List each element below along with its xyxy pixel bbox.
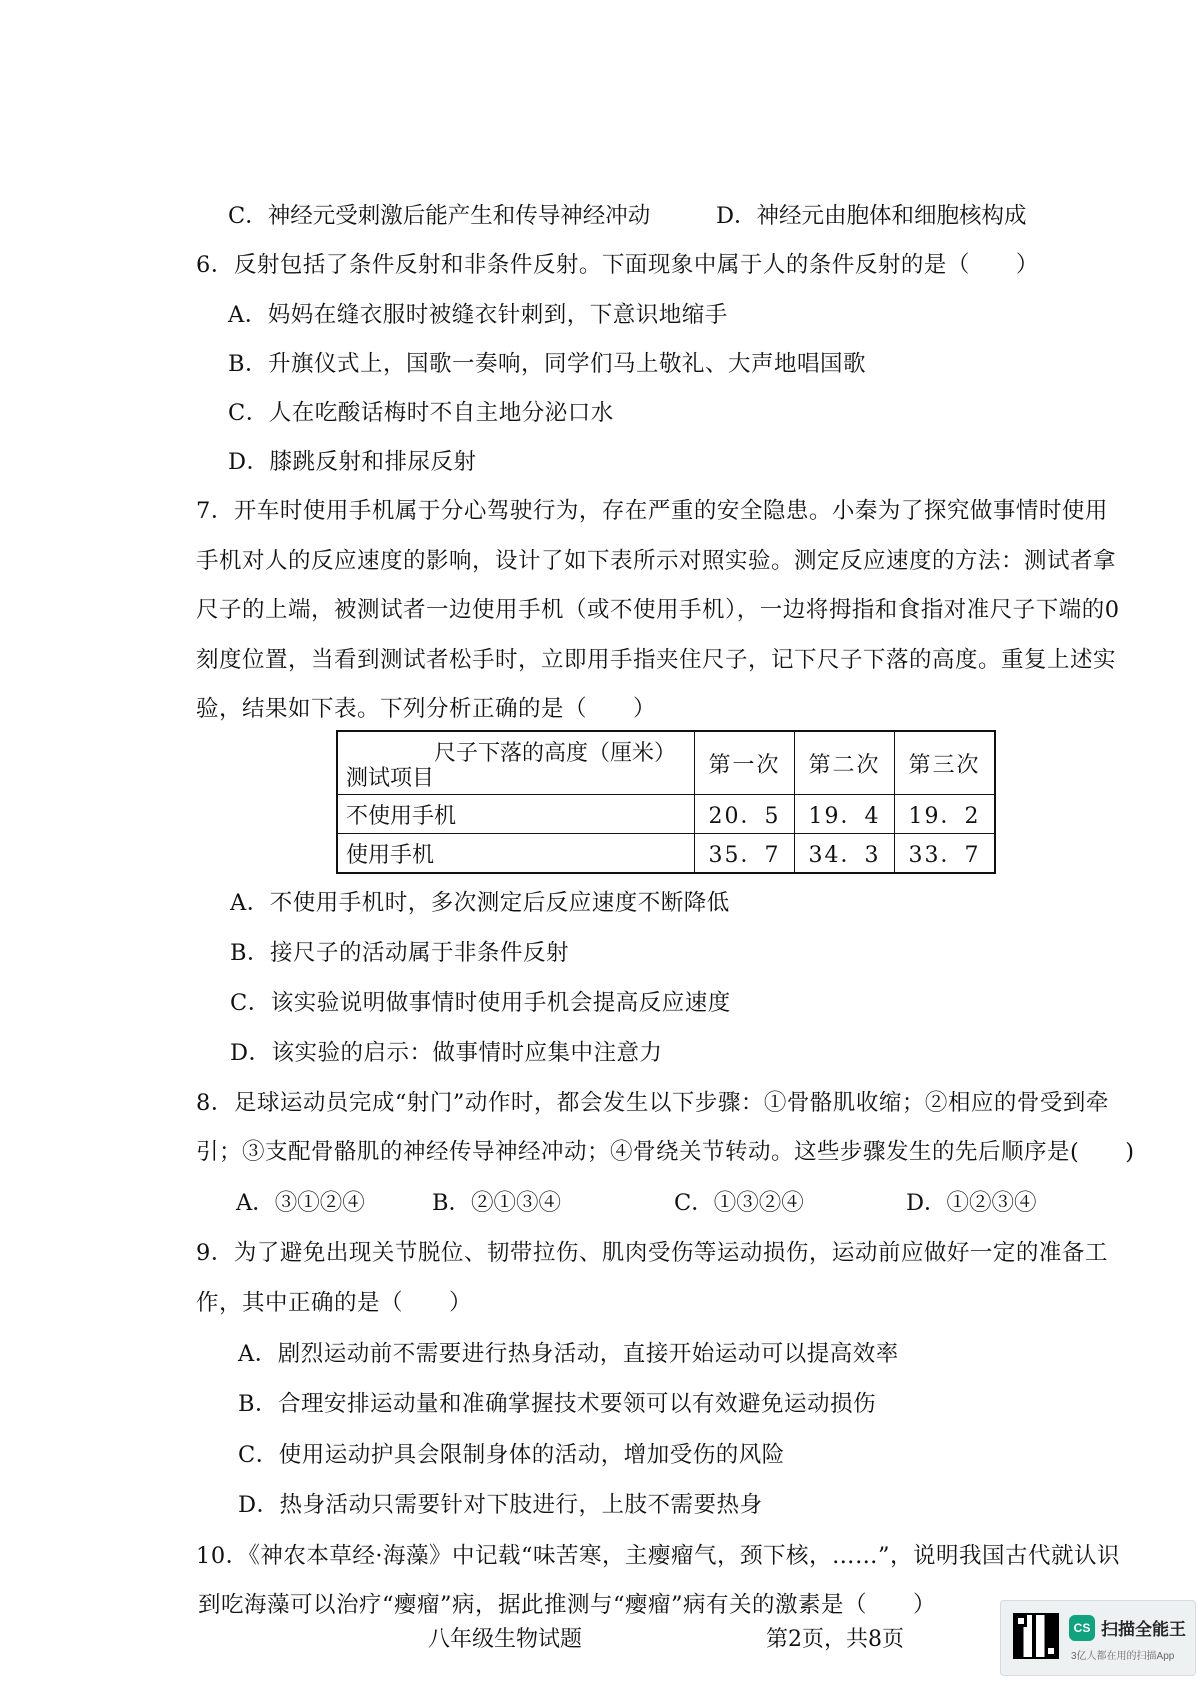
q6-option-c: C．人在吃酸话梅时不自主地分泌口水 [228, 400, 614, 426]
reaction-data-table [336, 730, 996, 874]
q8-stem-line-1: 8．足球运动员完成“射门”动作时，都会发生以下步骤：①骨骼肌收缩；②相应的骨受到牵 [196, 1090, 1109, 1116]
q7-stem-line-4: 刻度位置，当看到测试者松手时，立即用手指夹住尺子，记下尺子下落的高度。重复上述实 [196, 647, 1117, 673]
q8-option-b: B．②①③④ [432, 1190, 562, 1216]
q7-stem-line-3: 尺子的上端，被测试者一边使用手机（或不使用手机），一边将拇指和食指对准尺子下端的0 [196, 597, 1120, 623]
qr-code-icon [1013, 1613, 1059, 1659]
table-corner-header [337, 731, 695, 795]
table-cell: 19．2 [894, 795, 995, 834]
scanner-watermark-badge [1000, 1600, 1196, 1676]
q7-option-c: C．该实验说明做事情时使用手机会提高反应速度 [230, 990, 731, 1016]
q7-stem-line-5: 验，结果如下表。下列分析正确的是（ ） [196, 696, 657, 722]
q9-option-a: A．剧烈运动前不需要进行热身活动，直接开始运动可以提高效率 [238, 1341, 899, 1367]
q8-option-c: C．①③②④ [674, 1190, 804, 1216]
table-col-1: 第一次 [695, 731, 795, 795]
q5-options-row [228, 201, 1128, 231]
q7-option-d: D．该实验的启示：做事情时应集中注意力 [230, 1040, 663, 1066]
q9-option-c: C．使用运动护具会限制身体的活动，增加受伤的风险 [238, 1442, 785, 1468]
table-cell: 33．7 [894, 834, 995, 874]
q6-option-b: B．升旗仪式上，国歌一奏响，同学们马上敬礼、大声地唱国歌 [228, 351, 867, 377]
table-header-row [337, 731, 995, 795]
table-header-item: 测试项目 [346, 766, 435, 791]
table-row [337, 795, 995, 834]
q5-option-d: D．神经元由胞体和细胞核构成 [716, 203, 1027, 229]
table-cell: 20．5 [695, 795, 795, 834]
q6-option-a: A．妈妈在缝衣服时被缝衣针刺到，下意识地缩手 [228, 302, 728, 328]
table-header-measure: 尺子下落的高度（厘米） [433, 741, 676, 766]
q9-option-d: D．热身活动只需要针对下肢进行，上肢不需要热身 [238, 1492, 763, 1518]
q8-options-row [236, 1188, 1096, 1218]
camscanner-logo-icon: CS [1069, 1615, 1095, 1641]
q5-option-c: C．神经元受刺激后能产生和传导神经冲动 [228, 203, 651, 229]
table-col-2: 第二次 [794, 731, 894, 795]
q7-stem-line-1: 7．开车时使用手机属于分心驾驶行为，存在严重的安全隐患。小秦为了探究做事情时使用 [196, 498, 1108, 524]
table-cell: 19．4 [794, 795, 894, 834]
q8-stem-line-2: 引；③支配骨骼肌的神经传导神经冲动；④骨绕关节转动。这些步骤发生的先后顺序是( ) [196, 1139, 1135, 1165]
q9-stem-line-2: 作，其中正确的是（ ） [196, 1290, 473, 1316]
q9-stem-line-1: 9．为了避免出现关节脱位、韧带拉伤、肌肉受伤等运动损伤，运动前应做好一定的准备工 [196, 1240, 1108, 1266]
table-col-3: 第三次 [894, 731, 995, 795]
q8-option-a: A．③①②④ [236, 1190, 365, 1216]
q7-option-b: B．接尺子的活动属于非条件反射 [230, 940, 570, 966]
scanner-tagline: 3亿人都在用的扫描App [1071, 1651, 1175, 1662]
q8-option-d: D．①②③④ [906, 1190, 1037, 1216]
q9-option-b: B．合理安排运动量和准确掌握技术要领可以有效避免运动损伤 [238, 1391, 877, 1417]
table-row [337, 834, 995, 874]
q7-stem-line-2: 手机对人的反应速度的影响，设计了如下表所示对照实验。测定反应速度的方法：测试者拿 [196, 548, 1117, 574]
scanner-app-name: 扫描全能王 [1101, 1620, 1186, 1639]
q7-option-a: A．不使用手机时，多次测定后反应速度不断降低 [230, 890, 730, 916]
table-row-label: 使用手机 [337, 834, 695, 874]
q10-stem-line-1: 10．《神农本草经·海藻》中记载“味苦寒，主瘿瘤气，颈下核，……”，说明我国古代就认识 [196, 1543, 1121, 1569]
q6-stem: 6．反射包括了条件反射和非条件反射。下面现象中属于人的条件反射的是（ ） [196, 252, 1039, 278]
footer-exam-title: 八年级生物试题 [428, 1627, 583, 1652]
table-cell: 34．3 [794, 834, 894, 874]
q10-stem-line-2: 到吃海藻可以治疗“瘿瘤”病，据此推测与“瘿瘤”病有关的激素是（ ） [198, 1592, 937, 1618]
q6-option-d: D．膝跳反射和排尿反射 [228, 449, 477, 475]
table-row-label: 不使用手机 [337, 795, 695, 834]
table-cell: 35．7 [695, 834, 795, 874]
footer-page-number: 第2页，共8页 [766, 1627, 904, 1652]
